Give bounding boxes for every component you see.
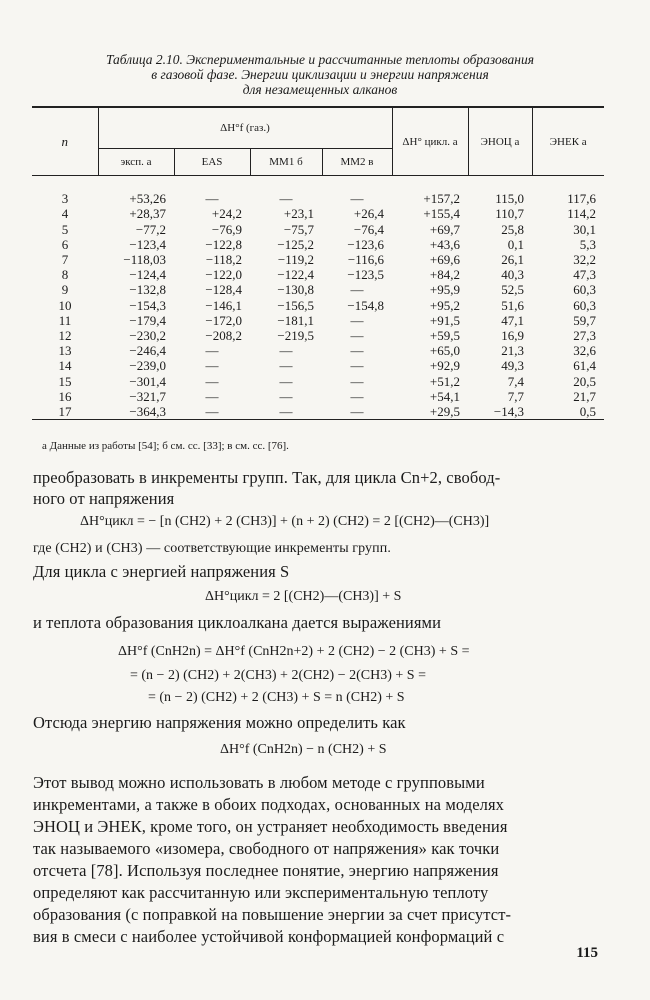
table-cell: — bbox=[205, 388, 219, 404]
table-cell: 32,6 bbox=[573, 343, 596, 359]
table-cell: 21,3 bbox=[501, 343, 524, 359]
paragraph-3: Для цикла с энергией напряжения S bbox=[33, 562, 290, 581]
paragraph-2: где (CH2) и (CH3) — соответствующие инкременты групп. bbox=[33, 541, 391, 556]
footnote: a Данные из работы [54]; б см. сс. [33]; в см. сс. [76]. bbox=[42, 440, 289, 452]
cell-n: 10 bbox=[58, 297, 72, 313]
cell-n: 14 bbox=[58, 358, 72, 374]
table-row bbox=[32, 313, 604, 328]
table-cell: +69,7 bbox=[429, 221, 460, 237]
header-exp: эксп. a bbox=[98, 149, 174, 176]
header-enoc: ЭНОЦ a bbox=[468, 107, 532, 176]
paragraph-4: и теплота образования циклоалкана дается выражениями bbox=[33, 613, 442, 632]
table-cell: 114,2 bbox=[567, 206, 596, 222]
paragraph-6-line: вия в смеси с наиболее устойчивой конформацией конформаций с bbox=[33, 927, 505, 946]
table-cell: — bbox=[350, 327, 364, 343]
table-cell: — bbox=[279, 191, 293, 207]
paragraph-6-line: ЭНОЦ и ЭНЕК, кроме того, он устраняет необходимость введения bbox=[33, 817, 508, 836]
table-cell: 0,5 bbox=[532, 404, 604, 420]
header-eas: EAS bbox=[174, 149, 250, 176]
table-row bbox=[32, 358, 604, 373]
table-row bbox=[32, 252, 604, 267]
table-cell: 7,7 bbox=[507, 388, 524, 404]
table-cell: −76,4 bbox=[353, 221, 384, 237]
formula-4: ΔH°f (CnH2n) − n (CH2) + S bbox=[220, 742, 387, 757]
table-cell: −239,0 bbox=[129, 358, 166, 374]
table-cell: +29,5 bbox=[392, 404, 468, 420]
table-cell: −122,4 bbox=[277, 267, 314, 283]
table-cell: 7,4 bbox=[507, 373, 524, 389]
table-cell: −301,4 bbox=[129, 373, 166, 389]
table-row bbox=[32, 373, 604, 388]
table-cell: +95,2 bbox=[429, 297, 460, 313]
table-row bbox=[32, 298, 604, 313]
table-cell: +155,4 bbox=[423, 206, 460, 222]
header-n: n bbox=[32, 107, 98, 176]
table-cell: — bbox=[205, 191, 219, 207]
table-cell: — bbox=[350, 282, 364, 298]
table-cell: 25,8 bbox=[501, 221, 524, 237]
table-cell: — bbox=[279, 388, 293, 404]
table-row bbox=[32, 328, 604, 343]
caption-line-2: в газовой фазе. Энергии циклизации и энергии напряжения bbox=[151, 67, 489, 82]
table-cell: 47,1 bbox=[501, 312, 524, 328]
table-cell: 21,7 bbox=[573, 388, 596, 404]
header-dh-cycl: ΔH° цикл. a bbox=[392, 107, 468, 176]
table-cell: 0,1 bbox=[507, 236, 524, 252]
table-cell: — bbox=[250, 404, 322, 420]
table-row bbox=[32, 343, 604, 358]
table-cell: −118,03 bbox=[123, 252, 166, 268]
table-cell: +59,5 bbox=[429, 327, 460, 343]
page-number: 115 bbox=[576, 945, 598, 961]
table-row bbox=[32, 237, 604, 252]
table-cell: 27,3 bbox=[573, 327, 596, 343]
table-cell: +92,9 bbox=[429, 358, 460, 374]
table-cell: −321,7 bbox=[129, 388, 166, 404]
header-enek: ЭНЕК a bbox=[532, 107, 604, 176]
cell-n: 17 bbox=[32, 404, 98, 420]
table-row bbox=[32, 389, 604, 404]
table-cell: −123,4 bbox=[129, 236, 166, 252]
caption-line-3: для незамещенных алканов bbox=[242, 82, 398, 97]
data-table bbox=[32, 106, 604, 420]
table-cell: −146,1 bbox=[205, 297, 242, 313]
table-cell: −219,5 bbox=[277, 327, 314, 343]
table-cell: +65,0 bbox=[429, 343, 460, 359]
cell-n: 3 bbox=[61, 191, 69, 207]
table-cell: −116,6 bbox=[347, 252, 384, 268]
table-cell: +91,5 bbox=[429, 312, 460, 328]
table-cell: 52,5 bbox=[501, 282, 524, 298]
header-dhf: ΔH°f (газ.) bbox=[98, 107, 392, 149]
table-cell: — bbox=[350, 388, 364, 404]
table-cell: 40,3 bbox=[501, 267, 524, 283]
table-cell: 16,9 bbox=[501, 327, 524, 343]
cell-n: 15 bbox=[58, 373, 72, 389]
paragraph-1-line-1: преобразовать в инкременты групп. Так, для цикла Cn+2, свобод- bbox=[33, 468, 501, 487]
table-cell: −125,2 bbox=[277, 236, 314, 252]
caption-line-1: Таблица 2.10. Экспериментальные и рассчитанные теплоты образования bbox=[105, 52, 535, 67]
table-cell: — bbox=[174, 404, 250, 420]
cell-n: 4 bbox=[61, 206, 69, 222]
table-cell: −156,5 bbox=[277, 297, 314, 313]
table-cell: +26,4 bbox=[353, 206, 384, 222]
table-row bbox=[32, 404, 604, 420]
table-cell: −124,4 bbox=[129, 267, 166, 283]
cell-n: 5 bbox=[61, 221, 69, 237]
table-cell: — bbox=[205, 358, 219, 374]
formula-1: ΔH°цикл = − [n (CH2) + 2 (CH3)] + (n + 2) (CH2) = 2 [(CH2)—(CH3)] bbox=[80, 514, 490, 529]
cell-n: 9 bbox=[61, 282, 69, 298]
table-cell: −208,2 bbox=[205, 327, 242, 343]
table-cell: −154,8 bbox=[347, 297, 384, 313]
table-cell: 60,3 bbox=[573, 282, 596, 298]
formula-3a: ΔH°f (CnH2n) = ΔH°f (CnH2n+2) + 2 (CH2) − 2 (CH3) + S = bbox=[118, 644, 470, 659]
table-cell: −179,4 bbox=[129, 312, 166, 328]
table-cell: +157,2 bbox=[423, 191, 460, 207]
table-cell: −123,6 bbox=[347, 236, 384, 252]
table-cell: 32,2 bbox=[573, 252, 596, 268]
cell-n: 11 bbox=[58, 312, 72, 328]
table-cell: +69,6 bbox=[429, 252, 460, 268]
table-row bbox=[32, 282, 604, 297]
table-cell: −128,4 bbox=[205, 282, 242, 298]
table-cell: −130,8 bbox=[277, 282, 314, 298]
table-cell: +43,6 bbox=[429, 236, 460, 252]
table-cell: −122,8 bbox=[205, 236, 242, 252]
table-cell: 47,3 bbox=[573, 267, 596, 283]
cell-n: 16 bbox=[58, 388, 72, 404]
table-cell: +28,37 bbox=[129, 206, 166, 222]
cell-n: 7 bbox=[61, 252, 69, 268]
table-cell: — bbox=[279, 343, 293, 359]
paragraph-6-line: отсчета [78]. Используя последнее понятие, энергию напряжения bbox=[33, 861, 499, 880]
table-cell: 49,3 bbox=[501, 358, 524, 374]
table-cell: −154,3 bbox=[129, 297, 166, 313]
table-row bbox=[32, 222, 604, 237]
table-cell: +95,9 bbox=[429, 282, 460, 298]
table-cell: +23,1 bbox=[283, 206, 314, 222]
table-body bbox=[32, 176, 604, 420]
header-mm2: MM2 в bbox=[322, 149, 392, 176]
table-cell: +54,1 bbox=[429, 388, 460, 404]
table-cell: −77,2 bbox=[135, 221, 166, 237]
formula-3c: = (n − 2) (CH2) + 2 (CH3) + S = n (CH2) + S bbox=[148, 690, 405, 705]
table-cell: −181,1 bbox=[277, 312, 314, 328]
paragraph-6-line: так называемого «изомера, свободного от напряжения» как точки bbox=[33, 839, 500, 858]
table-cell: — bbox=[322, 404, 392, 420]
table-cell: −246,4 bbox=[129, 343, 166, 359]
table-cell: −123,5 bbox=[347, 267, 384, 283]
header-mm1: MM1 б bbox=[250, 149, 322, 176]
table-row bbox=[32, 267, 604, 282]
table-cell: 5,3 bbox=[579, 236, 596, 252]
cell-n: 8 bbox=[61, 267, 69, 283]
table-caption bbox=[40, 52, 600, 97]
table-cell: 61,4 bbox=[573, 358, 596, 374]
table-cell: −132,8 bbox=[129, 282, 166, 298]
table-cell: — bbox=[350, 358, 364, 374]
table-cell: 30,1 bbox=[573, 221, 596, 237]
table-cell: 26,1 bbox=[501, 252, 524, 268]
table-cell: — bbox=[350, 312, 364, 328]
paragraph-5: Отсюда энергию напряжения можно определить как bbox=[33, 713, 406, 732]
cell-n: 13 bbox=[58, 343, 72, 359]
table-cell: +51,2 bbox=[429, 373, 460, 389]
table-cell: 117,6 bbox=[567, 191, 596, 207]
table-cell: — bbox=[350, 343, 364, 359]
cell-n: 6 bbox=[61, 236, 69, 252]
table-row bbox=[32, 206, 604, 221]
table-cell: −14,3 bbox=[468, 404, 532, 420]
formula-3b: = (n − 2) (CH2) + 2(CH3) + 2(CH2) − 2(CH3) + S = bbox=[130, 668, 426, 683]
table-cell: — bbox=[205, 373, 219, 389]
table-cell: 60,3 bbox=[573, 297, 596, 313]
cell-n: 12 bbox=[58, 327, 72, 343]
paragraph-6-line: Этот вывод можно использовать в любом методе с групповыми bbox=[33, 773, 485, 792]
table-cell: — bbox=[350, 373, 364, 389]
table-cell: 115,0 bbox=[495, 191, 524, 207]
table-cell: 20,5 bbox=[573, 373, 596, 389]
paragraph-6-line: инкрементами, а также в обоих подходах, основанных на моделях bbox=[33, 795, 505, 814]
table-cell: −118,2 bbox=[205, 252, 242, 268]
table-cell: −76,9 bbox=[211, 221, 242, 237]
table-cell: +84,2 bbox=[429, 267, 460, 283]
table-cell: — bbox=[205, 343, 219, 359]
table-cell: — bbox=[279, 358, 293, 374]
table-cell: −230,2 bbox=[129, 327, 166, 343]
table-cell: −75,7 bbox=[283, 221, 314, 237]
table-cell: −364,3 bbox=[98, 404, 174, 420]
formula-2: ΔH°цикл = 2 [(CH2)—(CH3)] + S bbox=[205, 589, 402, 604]
table-cell: 110,7 bbox=[495, 206, 524, 222]
table-cell: −172,0 bbox=[205, 312, 242, 328]
table-row bbox=[32, 191, 604, 206]
table-cell: +24,2 bbox=[211, 206, 242, 222]
table-cell: 51,6 bbox=[501, 297, 524, 313]
paragraph-6-line: образования (с поправкой на повышение энергии за счет присутст- bbox=[33, 905, 512, 924]
paragraph-6-line: определяют как рассчитанную или экспериментальную теплоту bbox=[33, 883, 489, 902]
table-cell: 59,7 bbox=[573, 312, 596, 328]
paragraph-1-line-2: ного от напряжения bbox=[33, 489, 175, 508]
table-cell: −122,0 bbox=[205, 267, 242, 283]
table-cell: — bbox=[279, 373, 293, 389]
table-cell: +53,26 bbox=[129, 191, 166, 207]
table-cell: −119,2 bbox=[277, 252, 314, 268]
table-cell: — bbox=[350, 191, 364, 207]
